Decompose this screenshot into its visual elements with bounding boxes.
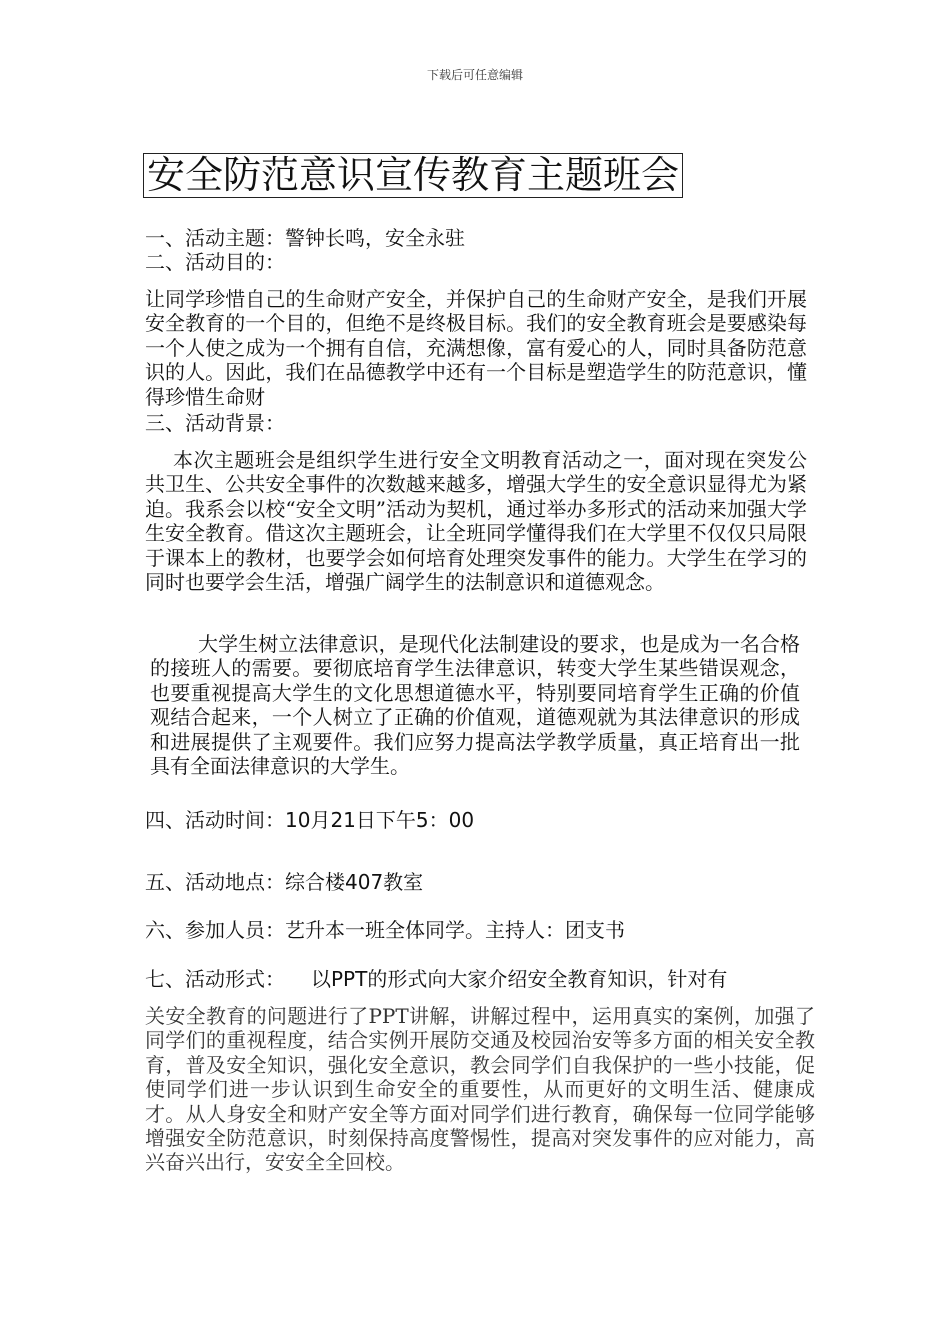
section-format-body: 关安全教育的问题进行了PPT讲解，讲解过程中，运用真实的案例，加强了同学们的重视程度，结合实例开展防交通及校园治安等多方面的相关安全教育，普及安全知识，强化安全意识，教会同学们自我保护的一些小技能，促使同学们进一步认识到生命安全的重要性，从而更好的文明生活、健康成才。从人身安全和财产安全等方面对同学们进行教育，确保每一位同学能够增强安全防范意识，时刻保持高度警惕性，提高对突发事件的应对能力，高兴奋兴出行，安安全全回校。 <box>145 1004 815 1175</box>
section-background-heading: 三、活动背景： <box>145 411 285 435</box>
section-background-body-2: 大学生树立法律意识，是现代化法制建设的要求，也是成为一名合格的接班人的需要。要彻底培育学生法律意识，转变大学生某些错误观念，也要重视提高大学生的文化思想道德水平，特别要同培育学生正确的价值观结合起来，一个人树立了正确的价值观，道德观就为其法律意识的形成和进展提供了主观要件。我们应努力提高法学教学质量，真正培育出一批具有全面法律意识的大学生。 <box>150 632 800 779</box>
section-theme: 一、活动主题：警钟长鸣，安全永驻 <box>145 226 465 250</box>
section-purpose-body: 让同学珍惜自己的生命财产安全，并保护自己的生命财产安全，是我们开展安全教育的一个目的，但绝不是终极目标。我们的安全教育班会是要感染每一个人使之成为一个拥有自信，充满想像，富有爱心的人，同时具备防范意识的人。因此，我们在品德教学中还有一个目标是塑造学生的防范意识，懂得珍惜生命财 <box>145 287 807 409</box>
section-time: 四、活动时间：10月21日下午5：00 <box>145 808 475 832</box>
section-background-body-1: 本次主题班会是组织学生进行安全文明教育活动之一，面对现在突发公共卫生、公共安全事件的次数越来越多，增强大学生的安全意识显得尤为紧迫。我系会以校“安全文明”活动为契机，通过举办多形式的活动来加强大学生安全教育。借这次主题班会，让全班同学懂得我们在大学里不仅仅只局限于课本上的教材，也要学会如何培育处理突发事件的能力。大学生在学习的同时也要学会生活，增强广阔学生的法制意识和道德观念。 <box>145 448 807 595</box>
header-note: 下载后可任意编辑 <box>426 68 523 82</box>
section-location: 五、活动地点：综合楼407教室 <box>145 870 424 894</box>
document-title: 安全防范意识宣传教育主题班会 <box>143 153 683 198</box>
section-purpose-heading: 二、活动目的： <box>145 250 285 274</box>
section-format-lead: 以PPT的形式向大家介绍安全教育知识，针对有 <box>311 967 728 991</box>
section-participants: 六、参加人员：艺升本一班全体同学。主持人：团支书 <box>145 918 625 942</box>
section-format-line <box>145 967 727 991</box>
section-format-label: 七、活动形式： <box>145 967 285 991</box>
